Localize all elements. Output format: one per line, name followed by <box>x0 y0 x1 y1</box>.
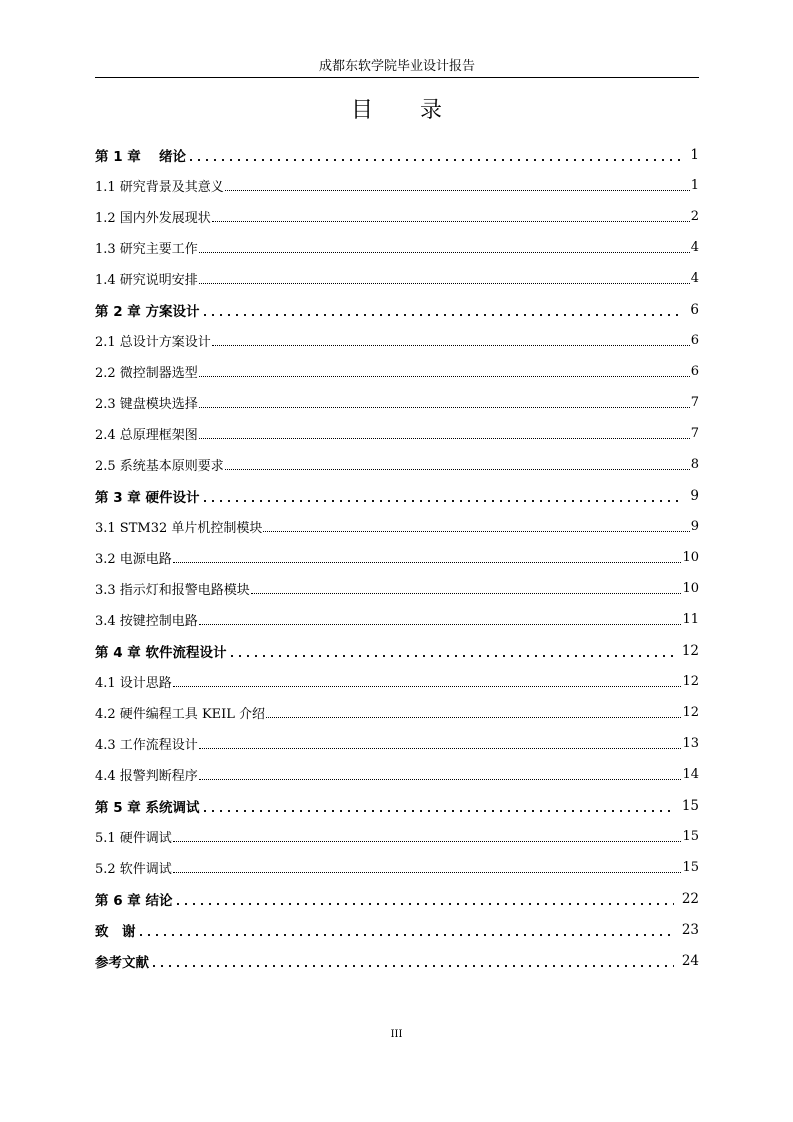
toc-section-entry[interactable] <box>95 263 699 294</box>
toc-entry-label: 2.5 系统基本原则要求 <box>95 459 224 474</box>
toc-entry-label: 5.2 软件调试 <box>95 862 172 877</box>
toc-entry-page-number: 4 <box>690 271 699 286</box>
toc-section-entry[interactable] <box>95 542 699 573</box>
toc-section-entry[interactable] <box>95 325 699 356</box>
toc-section-entry[interactable] <box>95 666 699 697</box>
toc-entry-page-number: 23 <box>681 921 699 938</box>
toc-entry-page-number: 11 <box>682 612 699 627</box>
toc-dot-leader <box>173 861 682 875</box>
toc-entry-label: 第 5 章 系统调试 <box>95 799 200 816</box>
toc-entry-page-number: 22 <box>681 890 699 907</box>
toc-entry-label: 4.1 设计思路 <box>95 676 172 691</box>
toc-entry-page-number: 8 <box>690 457 699 472</box>
toc-entry-page-number: 12 <box>681 642 699 659</box>
toc-dot-leader <box>174 892 674 906</box>
toc-entry-page-number: 4 <box>690 240 699 255</box>
toc-entry-label: 1.4 研究说明安排 <box>95 273 198 288</box>
toc-dot-leader <box>251 582 682 596</box>
toc-entry-label: 5.1 硬件调试 <box>95 831 172 846</box>
toc-section-entry[interactable] <box>95 852 699 883</box>
toc-entry-label: 致 谢 <box>95 923 136 940</box>
toc-section-entry[interactable] <box>95 511 699 542</box>
toc-dot-leader <box>137 923 674 937</box>
toc-entry-label: 1.2 国内外发展现状 <box>95 211 211 226</box>
toc-entry-page-number: 24 <box>681 952 699 969</box>
toc-entry-label: 2.2 微控制器选型 <box>95 366 198 381</box>
page-header: 成都东软学院毕业设计报告 <box>318 59 475 74</box>
toc-entry-label: 2.4 总原理框架图 <box>95 428 198 443</box>
toc-dot-leader <box>225 179 690 193</box>
toc-entry-label: 3.3 指示灯和报警电路模块 <box>95 583 250 598</box>
toc-dot-leader <box>201 489 683 503</box>
table-of-contents <box>95 139 699 976</box>
toc-entry-label: 1.1 研究背景及其意义 <box>95 180 224 195</box>
toc-chapter-entry[interactable] <box>95 294 699 325</box>
toc-section-entry[interactable] <box>95 418 699 449</box>
toc-entry-page-number: 14 <box>682 767 699 782</box>
toc-dot-leader <box>263 520 689 534</box>
toc-entry-label: 第 2 章 方案设计 <box>95 303 200 320</box>
toc-chapter-entry[interactable] <box>95 945 699 976</box>
toc-entry-page-number: 15 <box>681 797 699 814</box>
toc-dot-leader <box>173 675 682 689</box>
toc-entry-page-number: 7 <box>690 426 699 441</box>
toc-entry-label: 第 1 章 绪论 <box>95 148 186 165</box>
toc-dot-leader <box>266 706 681 720</box>
toc-entry-label: 第 4 章 软件流程设计 <box>95 644 227 661</box>
toc-entry-label: 4.3 工作流程设计 <box>95 738 198 753</box>
header-rule <box>95 77 699 78</box>
toc-section-entry[interactable] <box>95 449 699 480</box>
toc-entry-page-number: 10 <box>682 581 699 596</box>
toc-entry-page-number: 6 <box>690 301 699 318</box>
toc-entry-label: 2.1 总设计方案设计 <box>95 335 211 350</box>
toc-dot-leader <box>228 644 674 658</box>
toc-dot-leader <box>199 613 682 627</box>
toc-chapter-entry[interactable] <box>95 139 699 170</box>
toc-entry-page-number: 6 <box>690 364 699 379</box>
toc-entry-label: 参考文献 <box>95 954 149 971</box>
toc-section-entry[interactable] <box>95 697 699 728</box>
toc-entry-page-number: 9 <box>690 519 699 534</box>
toc-dot-leader <box>199 396 690 410</box>
toc-entry-page-number: 1 <box>690 178 699 193</box>
toc-entry-page-number: 10 <box>682 550 699 565</box>
toc-dot-leader <box>212 334 690 348</box>
toc-entry-page-number: 2 <box>690 209 699 224</box>
toc-section-entry[interactable] <box>95 232 699 263</box>
toc-entry-page-number: 7 <box>690 395 699 410</box>
toc-dot-leader <box>201 799 674 813</box>
toc-chapter-entry[interactable] <box>95 914 699 945</box>
toc-entry-page-number: 13 <box>682 736 699 751</box>
toc-dot-leader <box>199 427 690 441</box>
toc-dot-leader <box>150 954 674 968</box>
toc-entry-label: 3.1 STM32 单片机控制模块 <box>95 521 263 536</box>
toc-section-entry[interactable] <box>95 573 699 604</box>
toc-entry-page-number: 15 <box>682 860 699 875</box>
toc-dot-leader <box>187 148 682 162</box>
toc-dot-leader <box>173 551 682 565</box>
toc-section-entry[interactable] <box>95 356 699 387</box>
toc-section-entry[interactable] <box>95 170 699 201</box>
toc-entry-label: 4.4 报警判断程序 <box>95 769 198 784</box>
toc-entry-page-number: 1 <box>690 146 699 163</box>
toc-chapter-entry[interactable] <box>95 480 699 511</box>
toc-chapter-entry[interactable] <box>95 790 699 821</box>
toc-dot-leader <box>199 365 690 379</box>
toc-dot-leader <box>199 272 690 286</box>
toc-chapter-entry[interactable] <box>95 883 699 914</box>
toc-entry-page-number: 9 <box>690 487 699 504</box>
toc-dot-leader <box>199 737 682 751</box>
toc-section-entry[interactable] <box>95 201 699 232</box>
toc-entry-label: 1.3 研究主要工作 <box>95 242 198 257</box>
page-number-footer: III <box>390 1029 403 1040</box>
toc-dot-leader <box>212 210 690 224</box>
toc-dot-leader <box>201 303 683 317</box>
toc-dot-leader <box>225 458 690 472</box>
toc-entry-label: 第 3 章 硬件设计 <box>95 489 200 506</box>
toc-section-entry[interactable] <box>95 728 699 759</box>
toc-section-entry[interactable] <box>95 821 699 852</box>
toc-dot-leader <box>199 241 690 255</box>
toc-chapter-entry[interactable] <box>95 635 699 666</box>
toc-entry-label: 3.2 电源电路 <box>95 552 172 567</box>
page-title: 目 录 <box>351 98 462 123</box>
toc-entry-page-number: 6 <box>690 333 699 348</box>
toc-dot-leader <box>173 830 682 844</box>
toc-entry-page-number: 15 <box>682 829 699 844</box>
toc-entry-page-number: 12 <box>682 705 699 720</box>
toc-section-entry[interactable] <box>95 759 699 790</box>
toc-entry-label: 2.3 键盘模块选择 <box>95 397 198 412</box>
toc-dot-leader <box>199 768 682 782</box>
toc-entry-label: 4.2 硬件编程工具 KEIL 介绍 <box>95 707 266 722</box>
toc-entry-label: 第 6 章 结论 <box>95 892 173 909</box>
toc-entry-label: 3.4 按键控制电路 <box>95 614 198 629</box>
toc-section-entry[interactable] <box>95 387 699 418</box>
toc-entry-page-number: 12 <box>682 674 699 689</box>
toc-section-entry[interactable] <box>95 604 699 635</box>
